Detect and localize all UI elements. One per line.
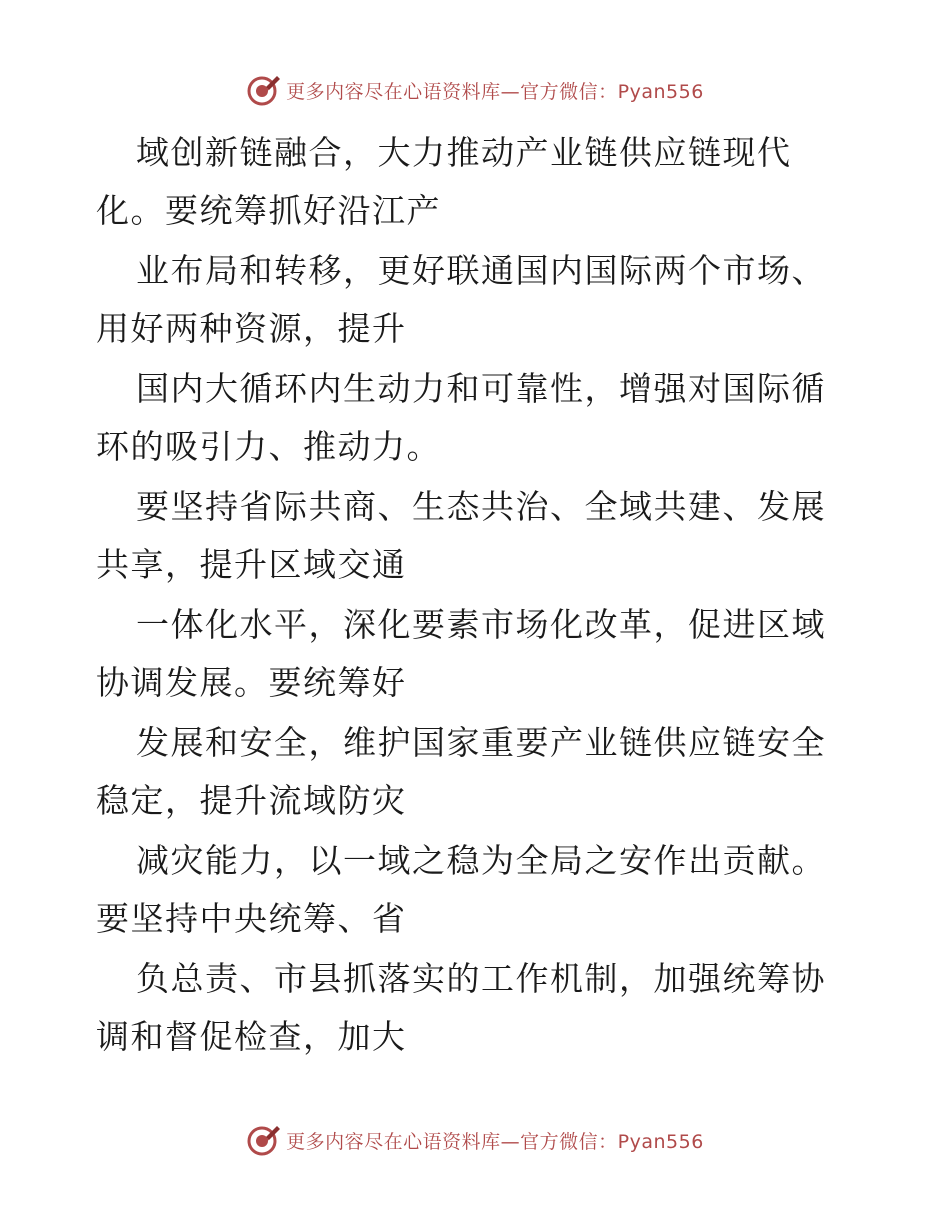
paragraph: 要坚持省际共商、生态共治、全域共建、发展共享，提升区域交通: [96, 487, 826, 584]
footer-banner: [0, 1120, 950, 1160]
banner-text: 更多内容尽在心语资料库—官方微信：Pyan556: [286, 80, 704, 103]
paragraph: 负总责、市县抓落实的工作机制，加强统筹协调和督促检查，加大: [96, 959, 826, 1056]
paragraph: 减灾能力，以一域之稳为全局之安作出贡献。要坚持中央统筹、省: [96, 841, 826, 938]
header-banner: [0, 70, 950, 110]
banner-text: 更多内容尽在心语资料库—官方微信：Pyan556: [286, 1130, 704, 1153]
paragraph: 域创新链融合，大力推动产业链供应链现代化。要统筹抓好沿江产: [96, 133, 792, 230]
pen-seal-logo-icon: [246, 72, 282, 108]
pen-seal-logo-icon: [246, 1122, 282, 1158]
paragraph: 发展和安全，维护国家重要产业链供应链安全稳定，提升流域防灾: [96, 723, 826, 820]
paragraph: 一体化水平，深化要素市场化改革，促进区域协调发展。要统筹好: [96, 605, 826, 702]
document-body: [96, 124, 856, 1068]
paragraph: 国内大循环内生动力和可靠性，增强对国际循环的吸引力、推动力。: [96, 369, 826, 466]
paragraph: 业布局和转移，更好联通国内国际两个市场、用好两种资源，提升: [96, 251, 826, 348]
